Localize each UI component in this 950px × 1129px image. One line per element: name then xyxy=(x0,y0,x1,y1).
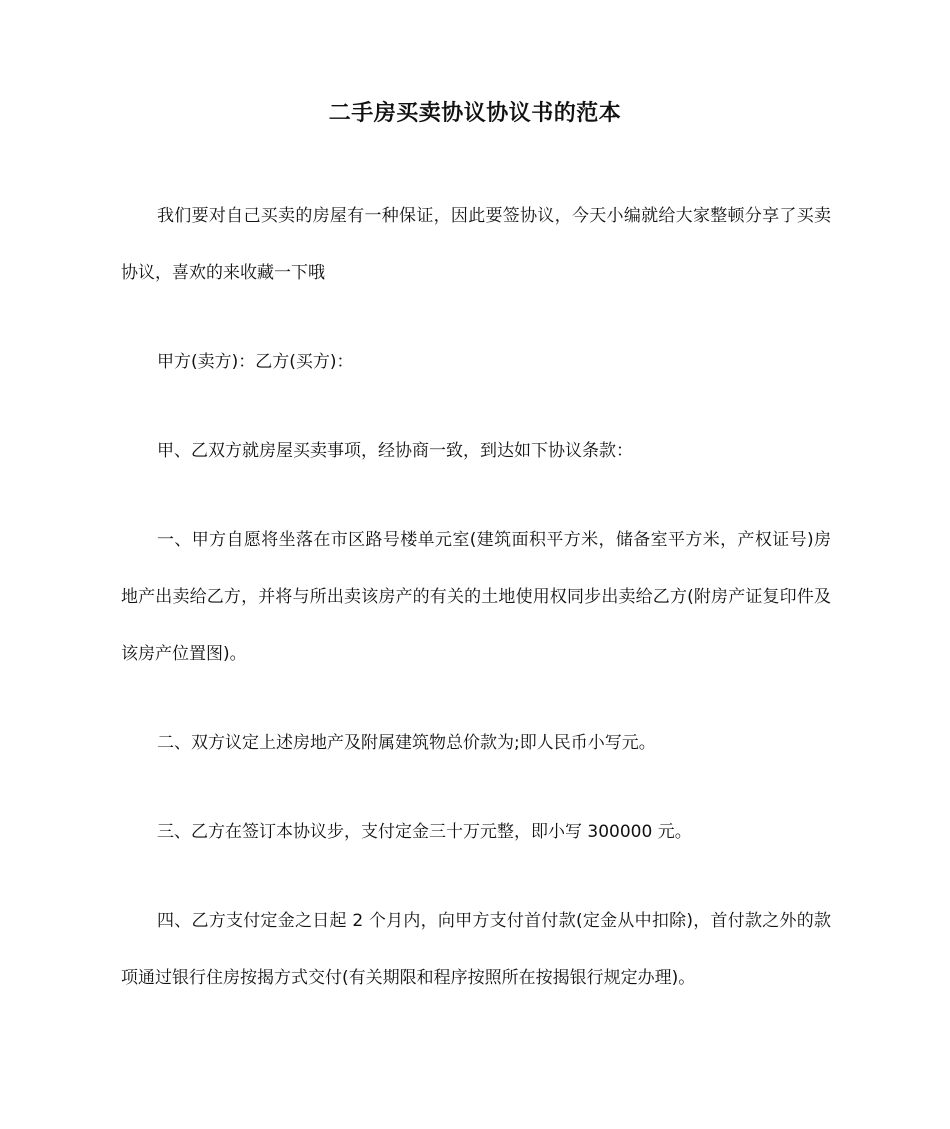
paragraph-intro: 我们要对自己买卖的房屋有一种保证，因此要签协议，今天小编就给大家整顿分享了买卖协议，喜欢的来收藏一下哦 xyxy=(121,206,831,283)
paragraph-clause-3: 三、乙方在签订本协议步，支付定金三十万元整，即小写 300000 元。 xyxy=(157,822,692,842)
document-body xyxy=(121,188,831,1007)
paragraph-clause-1: 一、甲方自愿将坐落在市区路号楼单元室(建筑面积平方米，储备室平方米，产权证号)房地产出卖给乙方，并将与所出卖该房产的有关的土地使用权同步出卖给乙方(附房产证复印件及该房产位置图)。 xyxy=(121,530,831,664)
document-title: 二手房买卖协议协议书的范本 xyxy=(328,101,622,126)
paragraph-clause-2: 二、双方议定上述房地产及附属建筑物总价款为;即人民币小写元。 xyxy=(157,733,656,753)
paragraph-clause-4: 四、乙方支付定金之日起 2 个月内，向甲方支付首付款(定金从中扣除)，首付款之外的款项通过银行住房按揭方式交付(有关期限和程序按照所在按揭银行规定办理)。 xyxy=(121,911,831,988)
paragraph-agreement: 甲、乙双方就房屋买卖事项，经协商一致，到达如下协议条款： xyxy=(157,441,633,461)
paragraph-parties: 甲方(卖方)：乙方(买方)： xyxy=(157,352,354,372)
